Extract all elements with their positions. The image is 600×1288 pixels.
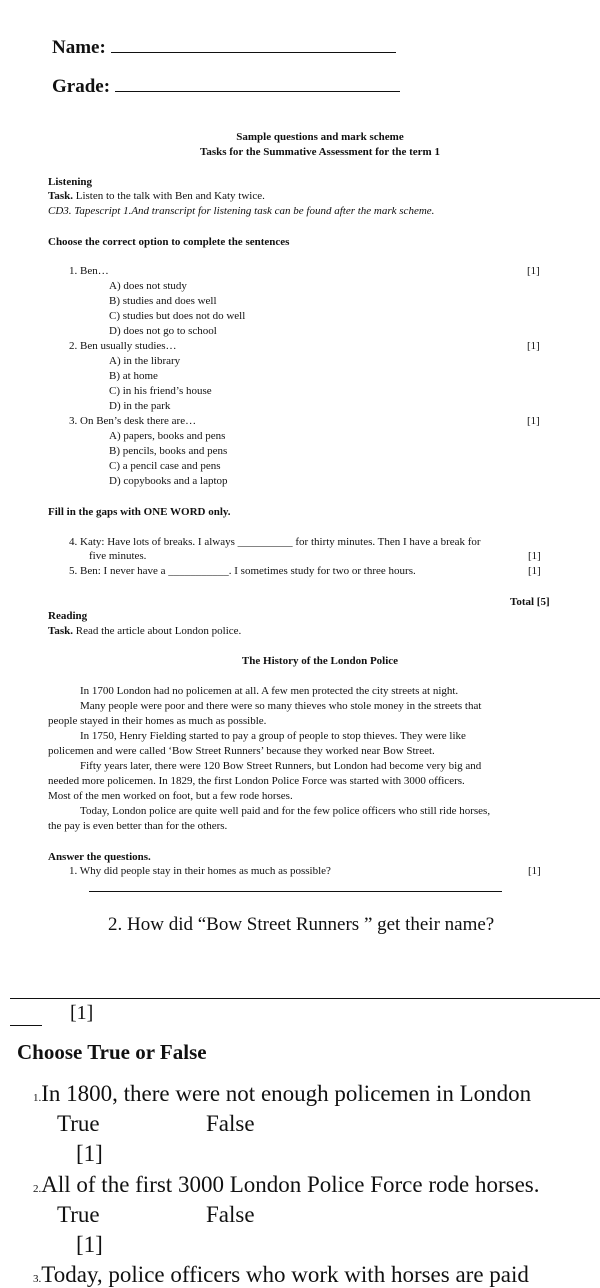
article-line: Many people were poor and there were so many thieves who stole money in the streets that [80, 700, 482, 712]
choose-option-heading: Choose the correct option to complete the sentences [48, 236, 290, 248]
option-1a[interactable]: A) does not study [109, 280, 187, 292]
tf-item-1-mark: [1] [76, 1141, 103, 1166]
gap-5-end: . I sometimes study for two or three hours. [228, 565, 416, 577]
option-3d[interactable]: D) copybooks and a laptop [109, 475, 228, 487]
article-line: policemen and were called ‘Bow Street Runners’ because they worked near Bow Street. [48, 745, 435, 757]
option-3a[interactable]: A) papers, books and pens [109, 430, 226, 442]
doc-title-line2: Tasks for the Summative Assessment for the term 1 [200, 146, 440, 158]
tf-item-1-true[interactable]: True [57, 1111, 100, 1136]
article-line: Most of the men worked on foot, but a few rode horses. [48, 790, 293, 802]
question-1-mark: [1] [527, 265, 540, 277]
answer-line-2[interactable] [10, 998, 600, 999]
gap-5-blank[interactable]: ___________ [168, 565, 229, 577]
tf-item-2-mark: [1] [76, 1232, 103, 1257]
reading-question-2: 2. How did “Bow Street Runners ” get their name? [108, 914, 495, 935]
option-2d[interactable]: D) in the park [109, 400, 171, 412]
fill-gaps-heading: Fill in the gaps with ONE WORD only. [48, 506, 231, 518]
grade-blank-line[interactable] [115, 75, 400, 92]
reading-question-1: 1. Why did people stay in their homes as much as possible? [69, 865, 331, 877]
gap-4-mark: [1] [528, 550, 541, 562]
listening-task [48, 190, 265, 202]
article-line: In 1750, Henry Fielding started to pay a group of people to stop thieves. They were like [80, 730, 466, 742]
article-line: In 1700 London had no policemen at all. A few men protected the city streets at night. [80, 685, 459, 697]
article-line: people stayed in their homes as much as possible. [48, 715, 267, 727]
name-label: Name: [52, 37, 111, 58]
name-field [52, 36, 396, 59]
listening-heading: Listening [48, 176, 93, 188]
option-3c[interactable]: C) a pencil case and pens [109, 460, 221, 472]
answer-line-2-end[interactable] [10, 1025, 42, 1026]
reading-task-text: Read the article about London police. [72, 625, 242, 637]
tf-item-1-false[interactable]: False [206, 1111, 255, 1136]
tf-item-2-number: 2. [33, 1183, 42, 1195]
article-title: The History of the London Police [241, 655, 399, 667]
question-2-stem: 2. Ben usually studies… [69, 340, 177, 352]
tf-item-3-number: 3. [33, 1273, 42, 1285]
option-2b[interactable]: B) at home [109, 370, 158, 382]
gap-question-5 [69, 565, 416, 577]
gap-4-blank[interactable]: __________ [237, 536, 293, 548]
grade-field [52, 75, 400, 98]
listening-task-text: Listen to the talk with Ben and Katy twice. [72, 190, 265, 202]
article-line: Fifty years later, there were 120 Bow Street Runners, but London had become very big and [80, 760, 482, 772]
answer-questions-heading: Answer the questions. [48, 851, 151, 863]
tf-item-2-false[interactable]: False [206, 1202, 255, 1227]
gap-question-4 [69, 536, 481, 548]
grade-label: Grade: [52, 76, 115, 97]
option-3b[interactable]: B) pencils, books and pens [109, 445, 228, 457]
doc-title-line1: Sample questions and mark scheme [236, 131, 404, 143]
cd-note: CD3. Tapescript 1.And transcript for listening task can be found after the mark scheme. [48, 205, 435, 217]
reading-task-label: Task. [48, 625, 73, 637]
question-3-stem: 3. On Ben’s desk there are… [69, 415, 197, 427]
article-line: the pay is even better than for the others. [48, 820, 228, 832]
article-line: Today, London police are quite well paid and for the few police officers who still ride horses, [80, 805, 491, 817]
tf-item-2-text: All of the first 3000 London Police Force rode horses. [41, 1172, 540, 1197]
question-3-mark: [1] [527, 415, 540, 427]
tf-item-1-number: 1. [33, 1092, 42, 1104]
true-false-heading: Choose True or False [17, 1040, 207, 1064]
option-1c[interactable]: C) studies but does not do well [109, 310, 246, 322]
gap-4-continuation: five minutes. [89, 550, 147, 562]
listening-task-label: Task. [48, 190, 73, 202]
reading-question-1-mark: [1] [528, 865, 541, 877]
article-line: needed more policemen. In 1829, the first London Police Force was started with 3000 officers. [48, 775, 465, 787]
question-1-stem: 1. Ben… [69, 265, 109, 277]
reading-heading: Reading [48, 610, 88, 622]
total-score: Total [5] [510, 596, 550, 608]
option-2a[interactable]: A) in the library [109, 355, 181, 367]
tf-item-1 [33, 1081, 531, 1107]
option-2c[interactable]: C) in his friend’s house [109, 385, 212, 397]
tf-item-3 [33, 1262, 529, 1288]
gap-5-mark: [1] [528, 565, 541, 577]
option-1b[interactable]: B) studies and does well [109, 295, 217, 307]
reading-question-2-mark: [1] [70, 1002, 94, 1024]
option-1d[interactable]: D) does not go to school [109, 325, 217, 337]
question-2-mark: [1] [527, 340, 540, 352]
gap-4-start: 4. Katy: Have lots of breaks. I always [69, 536, 238, 548]
tf-item-3-text: Today, police officers who work with horses are paid [41, 1262, 529, 1287]
reading-task [48, 625, 241, 637]
tf-item-2 [33, 1172, 540, 1198]
tf-item-2-true[interactable]: True [57, 1202, 100, 1227]
answer-line-1[interactable] [89, 891, 502, 892]
gap-4-end: for thirty minutes. Then I have a break for [292, 536, 481, 548]
gap-5-start: 5. Ben: I never have a [69, 565, 169, 577]
tf-item-1-text: In 1800, there were not enough policemen in London [41, 1081, 532, 1106]
name-blank-line[interactable] [111, 36, 396, 53]
